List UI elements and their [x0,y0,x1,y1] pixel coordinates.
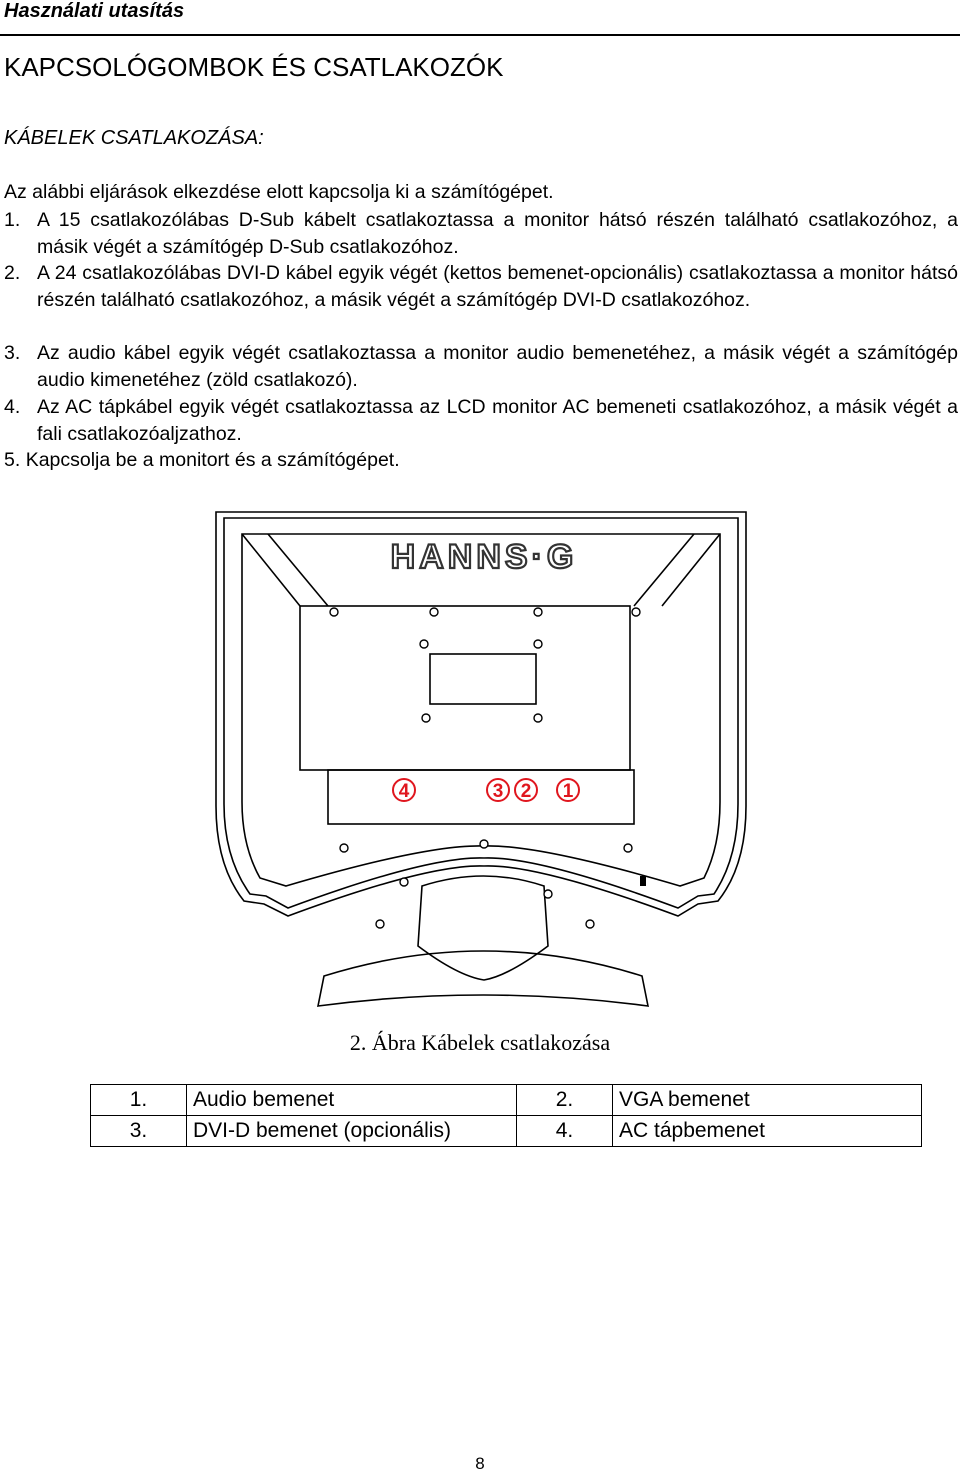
connector-panel [328,770,634,824]
legend-label: VGA bemenet [613,1085,922,1116]
stand-neck [418,876,548,980]
port-markers [393,779,579,801]
legend-label: Audio bemenet [187,1085,517,1116]
page-number: 8 [475,1454,485,1473]
legend-number: 2. [517,1085,613,1116]
figure-caption: 2. Ábra Kábelek csatlakozása [349,1030,611,1055]
legend-number: 1. [91,1085,187,1116]
step-5 [4,447,958,474]
step-2 [4,260,958,313]
mounting-plate [300,606,630,770]
step-text: Az AC tápkábel egyik végét csatlakoztassa az LCD monitor AC bemeneti csatlakozóhoz, a másik végét a fali csatlakozóaljzathoz. [37,396,958,445]
table-row [91,1085,922,1116]
brand-logo: HANNS·G [390,538,578,576]
legend-number: 3. [91,1116,187,1147]
step-4 [4,394,958,447]
connector-legend-table [90,1084,922,1147]
step-3 [4,340,958,393]
step-number: 5. [4,449,21,471]
legend-number: 4. [517,1116,613,1147]
security-lock-slot [640,876,646,886]
step-text: A 15 csatlakozólábas D-Sub kábelt csatlakoztassa a monitor hátsó részén található csatlakozóhoz, a másik végét a számítógép D-Sub csatlakozóhoz. [37,209,958,258]
monitor-inner-panel [242,534,720,886]
step-number: 1. [4,209,21,231]
legend-label: AC tápbemenet [613,1116,922,1147]
intro-text: Az alábbi eljárások elkezdése elott kapcsolja ki a számítógépet. [4,181,554,203]
legend-label: DVI-D bemenet (opcionális) [187,1116,517,1147]
step-number: 2. [4,262,21,284]
label-window [430,654,536,704]
table-row [91,1116,922,1147]
step-text: Az audio kábel egyik végét csatlakoztassa a monitor audio bemenetéhez, a másik végét a számítógép audio kimenetéhez (zöld csatlakozó). [37,342,958,391]
step-number: 3. [4,342,21,364]
port-marker-3: 3 [492,781,504,802]
subsection-title: KÁBELEK CSATLAKOZÁSA: [4,127,264,149]
header-divider [0,34,960,36]
port-marker-2: 2 [520,781,532,802]
port-marker-1: 1 [562,781,574,802]
section-title: KAPCSOLÓGOMBOK ÉS CSATLAKOZÓK [4,52,504,82]
monitor-rear-figure [208,506,754,1016]
header-title: Használati utasítás [4,0,185,22]
stand-base [318,951,648,1006]
port-marker-4: 4 [398,781,410,802]
step-1 [4,207,958,260]
step-number: 4. [4,396,21,418]
step-text: Kapcsolja be a monitort és a számítógépet. [25,449,400,471]
step-text: A 24 csatlakozólábas DVI-D kábel egyik végét (kettos bemenet-opcionális) csatlakoztassa a monitor hátsó részén található csatlakozóhoz, a másik végét a számítógép DVI-D csatlakozóhoz. [37,262,958,311]
